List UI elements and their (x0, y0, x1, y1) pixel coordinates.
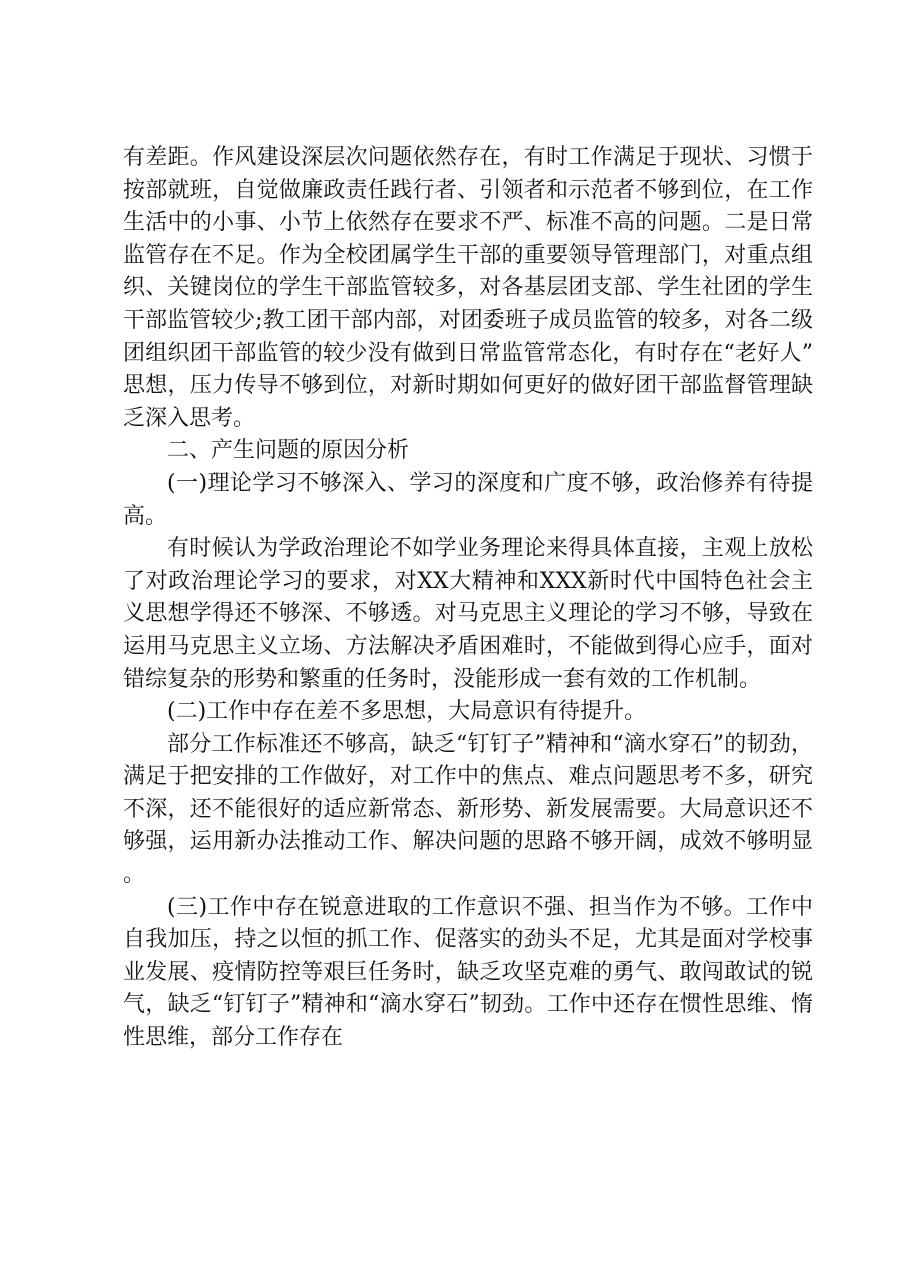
body-paragraph: 部分工作标准还不够高，缺乏“钉钉子”精神和“滴水穿石”的韧劲，满足于把安排的工作做好，对工作中的焦点、难点问题思考不多，研究不深，还不能很好的适应新常态、新形势、新发展需要。大局意识还不够强，运用新办法推动工作、解决问题的思路不够开阔，成效不够明显。 (123, 731, 813, 888)
document-page (123, 142, 813, 1055)
body-paragraph: (三)工作中存在锐意进取的工作意识不强、担当作为不够。工作中自我加压，持之以恒的抓工作、促落实的劲头不足，尤其是面对学校事业发展、疫情防控等艰巨任务时，缺乏攻坚克难的勇气、敢闯敢试的锐气，缺乏“钉钉子”精神和“滴水穿石”韧劲。工作中还存在惯性思维、惰性思维，部分工作存在 (123, 894, 813, 1051)
subsection-heading: (二)工作中存在差不多思想，大局意识有待提升。 (167, 699, 647, 725)
section-heading: 二、产生问题的原因分析 (167, 438, 410, 464)
body-paragraph: 有差距。作风建设深层次问题依然存在，有时工作满足于现状、习惯于按部就班，自觉做廉政责任践行者、引领者和示范者不够到位，在工作生活中的小事、小节上依然存在要求不严、标准不高的问题。二是日常监管存在不足。作为全校团属学生干部的重要领导管理部门，对重点组织、关键岗位的学生干部监管较多，对各基层团支部、学生社团的学生干部监管较少;教工团干部内部，对团委班子成员监管的较多，对各二级团组织团干部监管的较少没有做到日常监管常态化，有时存在“老好人”思想，压力传导不够到位，对新时期如何更好的做好团干部监督管理缺乏深入思考。 (123, 145, 813, 431)
body-paragraph: 有时候认为学政治理论不如学业务理论来得具体直接，主观上放松了对政治理论学习的要求，对XX大精神和XXX新时代中国特色社会主义思想学得还不够深、不够透。对马克思主义理论的学习不够，导致在运用马克思主义立场、方法解决矛盾困难时，不能做到得心应手，面对错综复杂的形势和繁重的任务时，没能形成一套有效的工作机制。 (123, 536, 813, 692)
subsection-heading: (一)理论学习不够深入、学习的深度和广度不够，政治修养有待提高。 (123, 470, 813, 529)
